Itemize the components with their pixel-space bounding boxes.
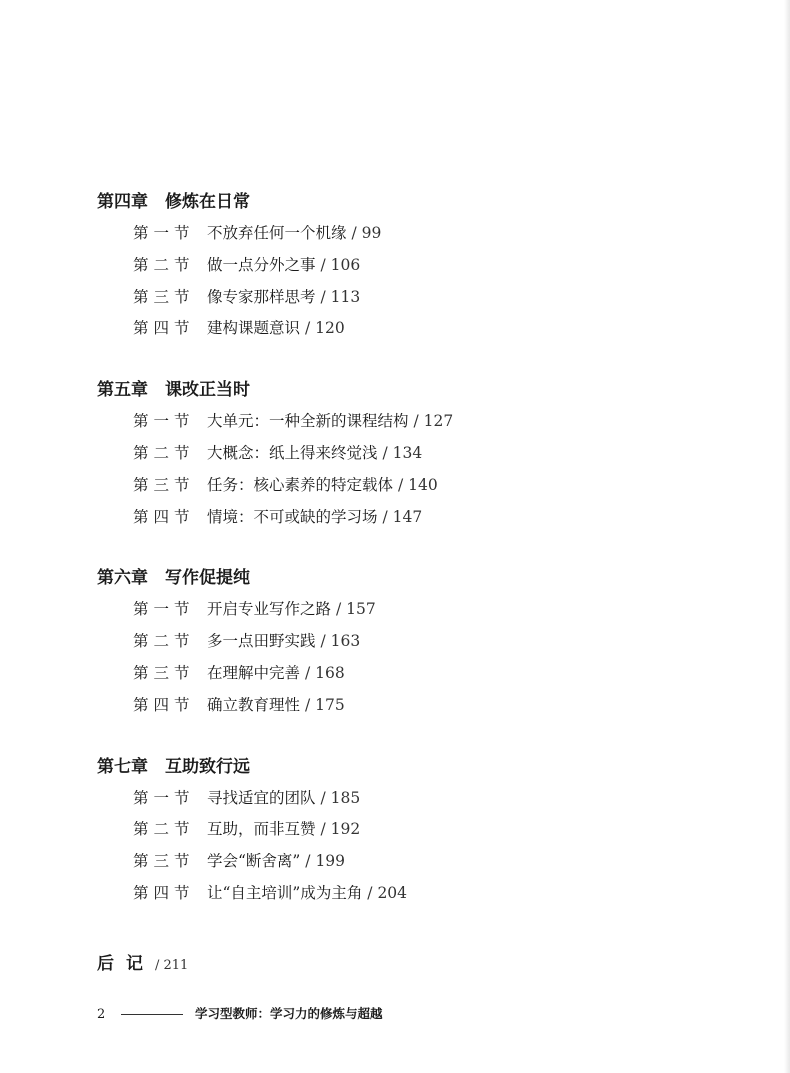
section-title-line <box>207 814 360 846</box>
footer-book-title: 学习型教师：学习力的修炼与超越 <box>195 1006 383 1021</box>
chapter-title: 互助致行远 <box>165 756 250 777</box>
page-reference: / 175 <box>304 695 345 714</box>
section-number: 第一节 <box>133 412 195 431</box>
section-number: 第四节 <box>133 319 195 338</box>
toc-entry[interactable] <box>97 282 737 314</box>
toc-entry[interactable] <box>97 218 737 250</box>
page-reference: / 163 <box>320 632 361 651</box>
section-number: 第一节 <box>133 788 195 807</box>
section-title: 做一点分外之事 <box>207 255 316 274</box>
toc-entry[interactable] <box>97 658 737 690</box>
section-title-line <box>207 438 422 470</box>
section-title: 情境：不可或缺的学习场 <box>207 507 378 526</box>
afterword-entry[interactable] <box>97 948 188 980</box>
page-reference: / 127 <box>413 412 454 431</box>
section-title-line <box>207 783 360 815</box>
toc-entry[interactable] <box>97 594 737 626</box>
toc-entry[interactable] <box>97 406 737 438</box>
chapter-title: 修炼在日常 <box>165 192 250 212</box>
chapter-5 <box>97 374 737 533</box>
toc-entry[interactable] <box>97 878 737 910</box>
chapter-number: 第五章 <box>97 380 148 401</box>
toc-entry[interactable] <box>97 814 737 846</box>
page-reference: / 185 <box>320 788 361 807</box>
footer-page-number: 2 <box>97 1007 106 1022</box>
toc-entry[interactable] <box>97 313 737 345</box>
chapter-heading[interactable] <box>97 751 737 783</box>
section-title-line <box>207 218 381 250</box>
page-reference: / 120 <box>304 319 345 338</box>
section-title: 多一点田野实践 <box>207 632 316 651</box>
section-title-line <box>207 502 422 534</box>
section-number: 第二节 <box>133 632 195 651</box>
section-number: 第三节 <box>133 287 195 306</box>
section-title: 让“自主培训”成为主角 <box>207 883 363 902</box>
toc-entry[interactable] <box>97 470 737 502</box>
section-title-line <box>207 878 407 910</box>
section-number: 第四节 <box>133 507 195 526</box>
toc-entry[interactable] <box>97 783 737 815</box>
section-number: 第一节 <box>133 224 195 242</box>
section-title-line <box>207 690 345 722</box>
section-number: 第三节 <box>133 852 195 871</box>
afterword-title: 后记 <box>97 954 155 974</box>
toc-entry[interactable] <box>97 502 737 534</box>
section-title: 学会“断舍离” <box>207 852 301 871</box>
toc-entry[interactable] <box>97 626 737 658</box>
section-title-line <box>207 626 360 658</box>
section-number: 第四节 <box>133 695 195 714</box>
table-of-contents <box>97 186 737 939</box>
page-reference: / 113 <box>320 287 361 306</box>
section-title: 不放弃任何一个机缘 <box>207 224 347 242</box>
page-footer <box>97 1002 383 1026</box>
section-title: 寻找适宜的团队 <box>207 788 316 807</box>
page-reference: / 192 <box>320 820 361 839</box>
section-title: 大单元：一种全新的课程结构 <box>207 412 409 431</box>
section-number: 第三节 <box>133 475 195 494</box>
page-reference: / 106 <box>320 255 361 274</box>
page-reference: / 168 <box>304 663 345 682</box>
section-title: 互助，而非互赞 <box>207 820 316 839</box>
section-number: 第二节 <box>133 255 195 274</box>
chapter-title: 写作促提纯 <box>165 568 250 589</box>
chapter-7 <box>97 751 737 910</box>
section-title: 在理解中完善 <box>207 663 301 682</box>
section-number: 第二节 <box>133 443 195 462</box>
section-title-line <box>207 658 345 690</box>
section-title-line <box>207 470 438 502</box>
section-title: 确立教育理性 <box>207 695 301 714</box>
page-reference: / 204 <box>367 883 408 902</box>
section-title-line <box>207 846 345 878</box>
toc-entry[interactable] <box>97 250 737 282</box>
page-edge-shadow <box>784 0 790 1073</box>
page-reference: / 140 <box>397 475 438 494</box>
toc-entry[interactable] <box>97 690 737 722</box>
chapter-heading[interactable] <box>97 186 737 218</box>
page-reference: / 199 <box>305 852 346 871</box>
section-title-line <box>207 406 453 438</box>
section-title: 像专家那样思考 <box>207 287 316 306</box>
section-title: 建构课题意识 <box>207 319 301 338</box>
section-title-line <box>207 594 376 626</box>
chapter-number: 第六章 <box>97 568 148 589</box>
section-title-line <box>207 282 360 314</box>
footer-rule <box>121 1014 183 1015</box>
section-number: 第二节 <box>133 820 195 839</box>
chapter-heading[interactable] <box>97 562 737 594</box>
page-reference: / 99 <box>351 224 382 242</box>
chapter-heading[interactable] <box>97 374 737 406</box>
section-number: 第一节 <box>133 600 195 619</box>
section-title-line <box>207 250 360 282</box>
section-title: 大概念：纸上得来终觉浅 <box>207 443 378 462</box>
section-number: 第三节 <box>133 663 195 682</box>
section-title: 任务：核心素养的特定载体 <box>207 475 394 494</box>
page-reference: / 147 <box>382 507 423 526</box>
chapter-number: 第七章 <box>97 756 148 777</box>
chapter-number: 第四章 <box>97 192 148 212</box>
toc-entry[interactable] <box>97 438 737 470</box>
toc-entry[interactable] <box>97 846 737 878</box>
section-title: 开启专业写作之路 <box>207 600 332 619</box>
section-title-line <box>207 313 345 345</box>
chapter-title: 课改正当时 <box>165 380 250 401</box>
afterword-page-reference: / 211 <box>155 958 189 973</box>
chapter-6 <box>97 562 737 721</box>
section-number: 第四节 <box>133 883 195 902</box>
page-reference: / 134 <box>382 443 423 462</box>
chapter-4 <box>97 186 737 345</box>
page-reference: / 157 <box>335 600 376 619</box>
